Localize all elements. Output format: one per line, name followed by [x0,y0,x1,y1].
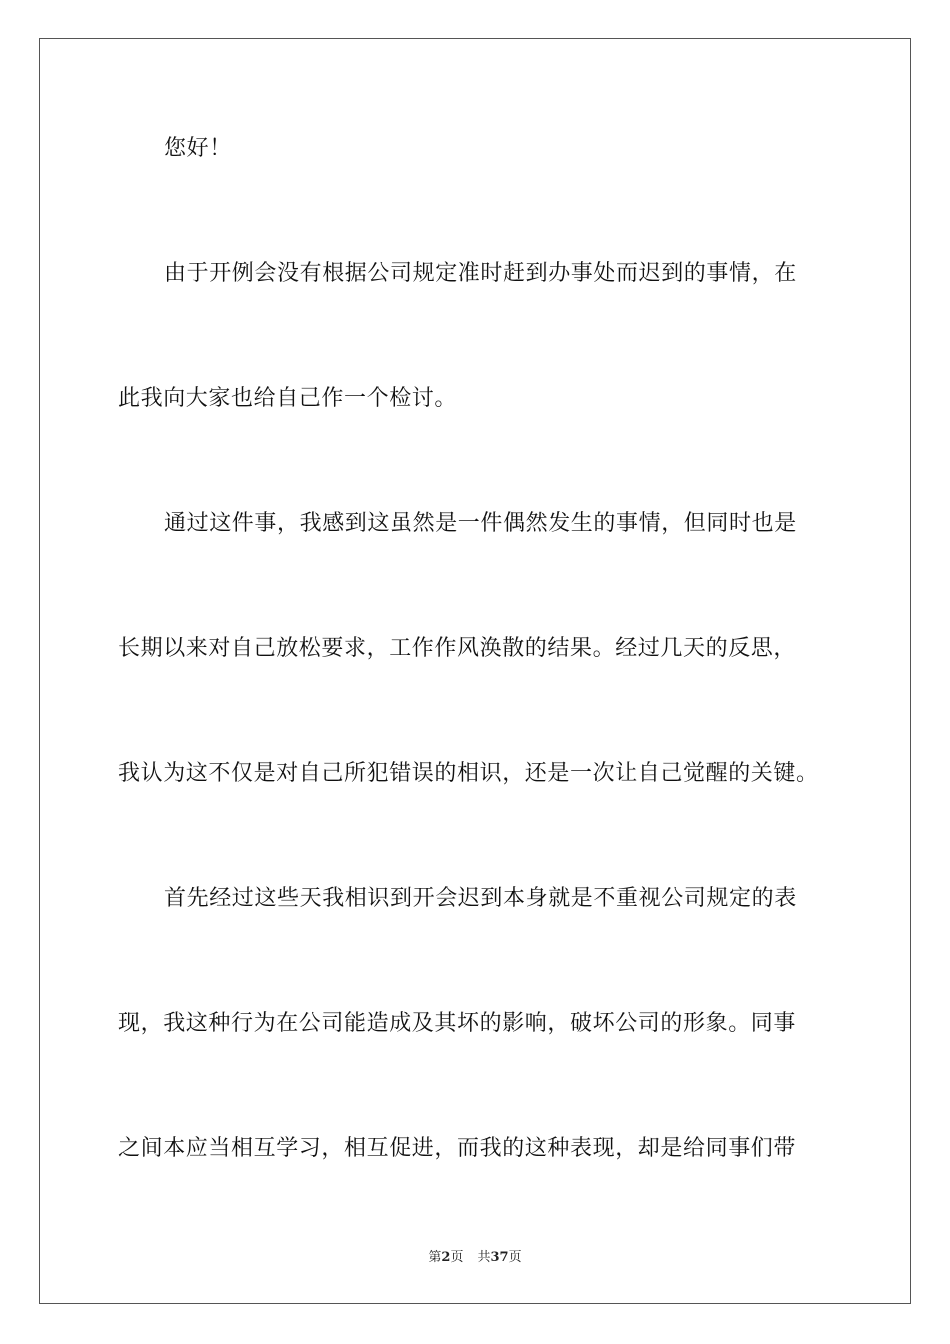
paragraph-line: 长期以来对自己放松要求，工作作风涣散的结果。经过几天的反思， [118,636,797,661]
paragraph-line: 此我向大家也给自己作一个检讨。 [118,386,458,411]
paragraph-line: 之间本应当相互学习，相互促进，而我的这种表现，却是给同事们带 [118,1136,797,1161]
paragraph-line: 现，我这种行为在公司能造成及其坏的影响，破坏公司的形象。同事 [118,1011,797,1036]
paragraph-line: 首先经过这些天我相识到开会迟到本身就是不重视公司规定的表 [164,886,797,911]
greeting-line: 您好！ [164,136,232,161]
paragraph-line: 我认为这不仅是对自己所犯错误的相识，还是一次让自己觉醒的关键。 [118,761,819,786]
paragraph-line: 通过这件事，我感到这虽然是一件偶然发生的事情，但同时也是 [164,511,797,536]
page-prefix: 第 [428,1250,442,1265]
page-suffix: 页 [450,1250,464,1265]
page-number: 2 [441,1250,451,1265]
page-footer [0,1246,950,1265]
page-border [39,38,911,1304]
paragraph-line: 由于开例会没有根据公司规定准时赶到办事处而迟到的事情，在 [164,261,797,286]
total-prefix: 共 [477,1250,491,1265]
total-pages: 37 [490,1250,509,1265]
total-suffix: 页 [508,1250,522,1265]
